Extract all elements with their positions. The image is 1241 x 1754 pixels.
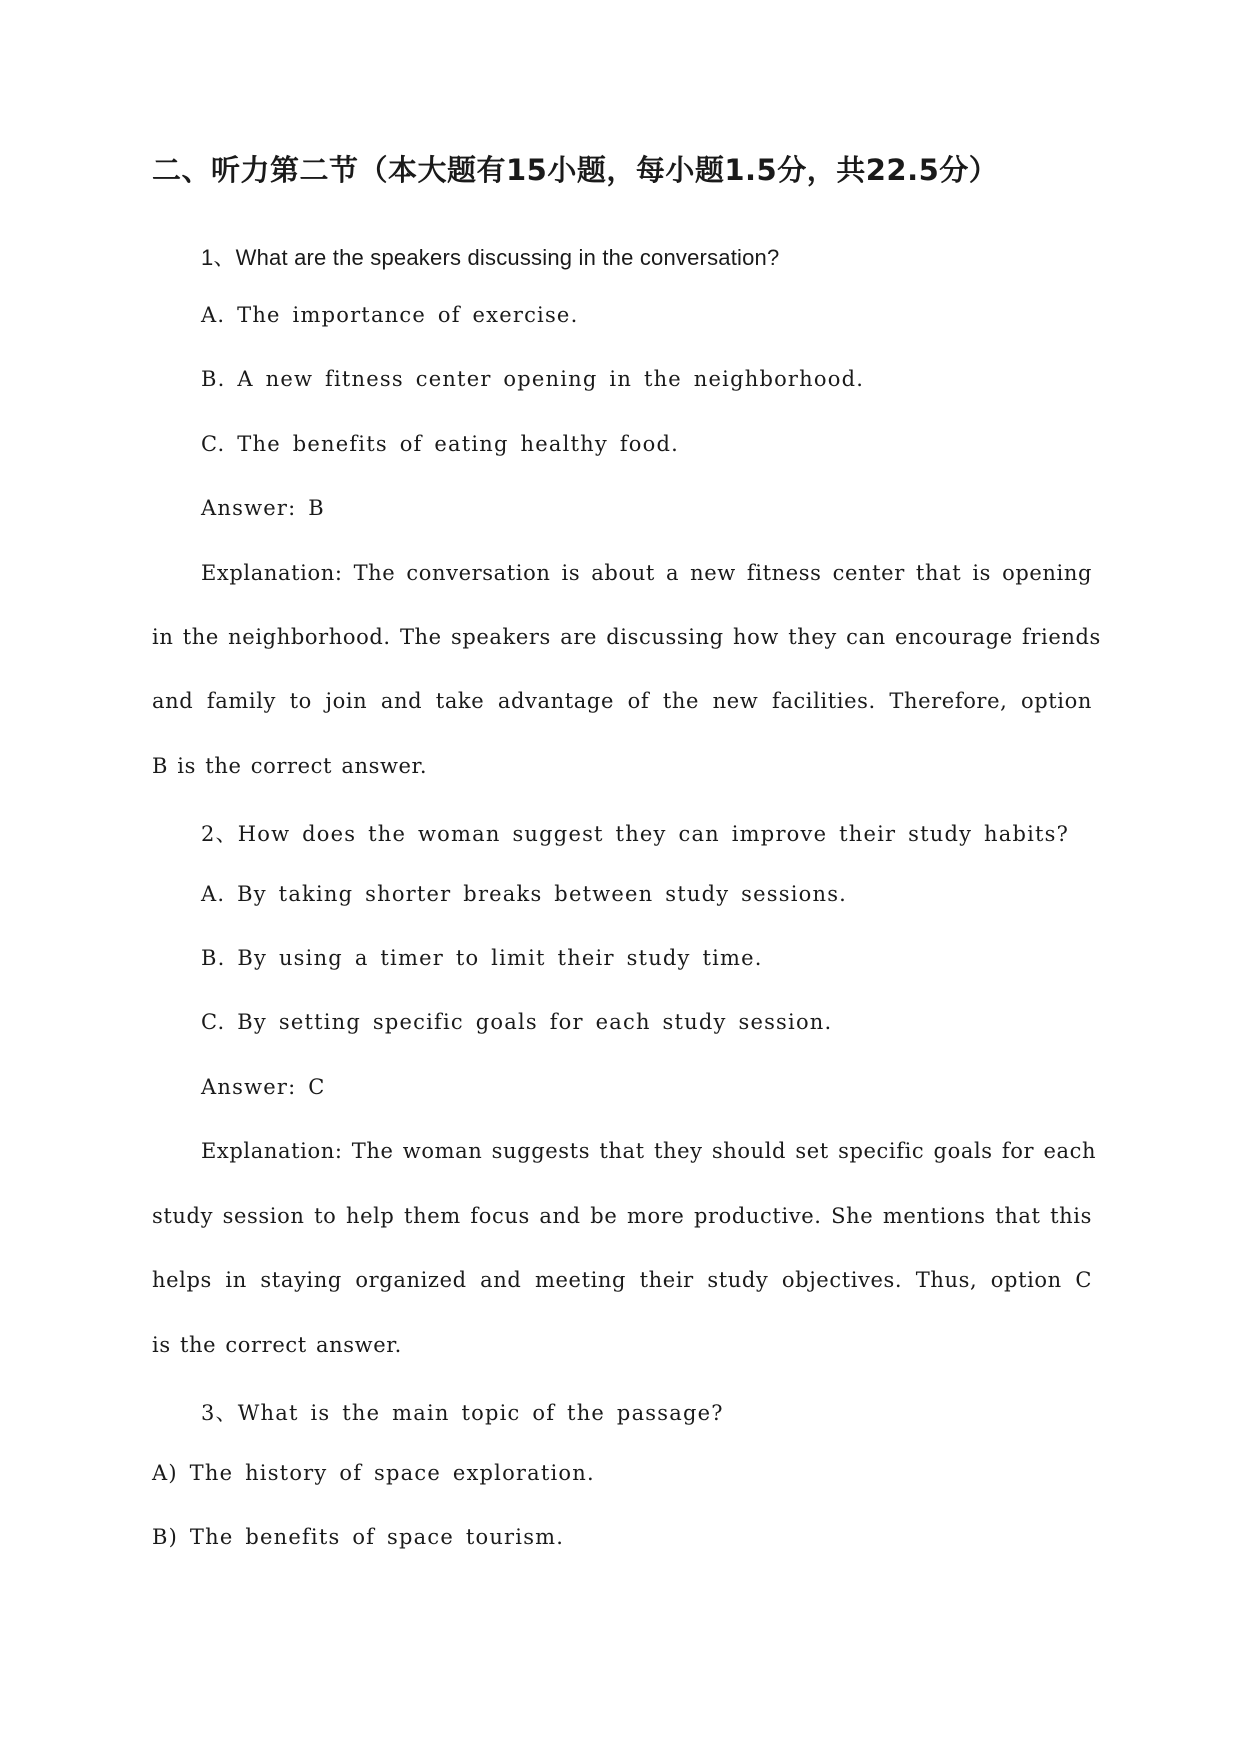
question-1-explanation-line: and family to join and take advantage of the new facilities. Therefore, option — [152, 689, 1092, 713]
question-2-option-b: B. By using a timer to limit their study time. — [201, 946, 763, 970]
question-1-explanation-line: Explanation: The conversation is about a new fitness center that is opening — [201, 561, 1092, 585]
question-1-explanation-line: B is the correct answer. — [152, 754, 428, 778]
question-2-option-a: A. By taking shorter breaks between study sessions. — [201, 882, 848, 906]
question-2-prompt: 2、How does the woman suggest they can improve their study habits? — [201, 822, 1070, 846]
question-3-option-b: B) The benefits of space tourism. — [152, 1525, 565, 1549]
question-2-explanation-line: Explanation: The woman suggests that they should set specific goals for each — [201, 1139, 1097, 1163]
question-1-answer: Answer: B — [201, 496, 325, 520]
question-3-option-a: A) The history of space exploration. — [152, 1461, 595, 1485]
question-1-option-c: C. The benefits of eating healthy food. — [201, 432, 680, 456]
question-2-option-c: C. By setting specific goals for each study session. — [201, 1010, 833, 1034]
question-3-prompt: 3、What is the main topic of the passage? — [201, 1401, 724, 1425]
question-2-answer: Answer: C — [201, 1075, 326, 1099]
question-1-option-a: A. The importance of exercise. — [201, 303, 579, 327]
question-1-explanation-line: in the neighborhood. The speakers are discussing how they can encourage friends — [152, 625, 1101, 649]
question-1-option-b: B. A new fitness center opening in the neighborhood. — [201, 367, 865, 391]
section-title: 二、听力第二节（本大题有15小题，每小题1.5分，共22.5分） — [152, 153, 999, 187]
question-2-explanation-line: helps in staying organized and meeting their study objectives. Thus, option C — [152, 1268, 1092, 1292]
question-2-explanation-line: is the correct answer. — [152, 1333, 402, 1357]
question-1-prompt: 1、What are the speakers discussing in the conversation? — [201, 245, 780, 270]
question-2-explanation-line: study session to help them focus and be more productive. She mentions that this — [152, 1204, 1092, 1228]
